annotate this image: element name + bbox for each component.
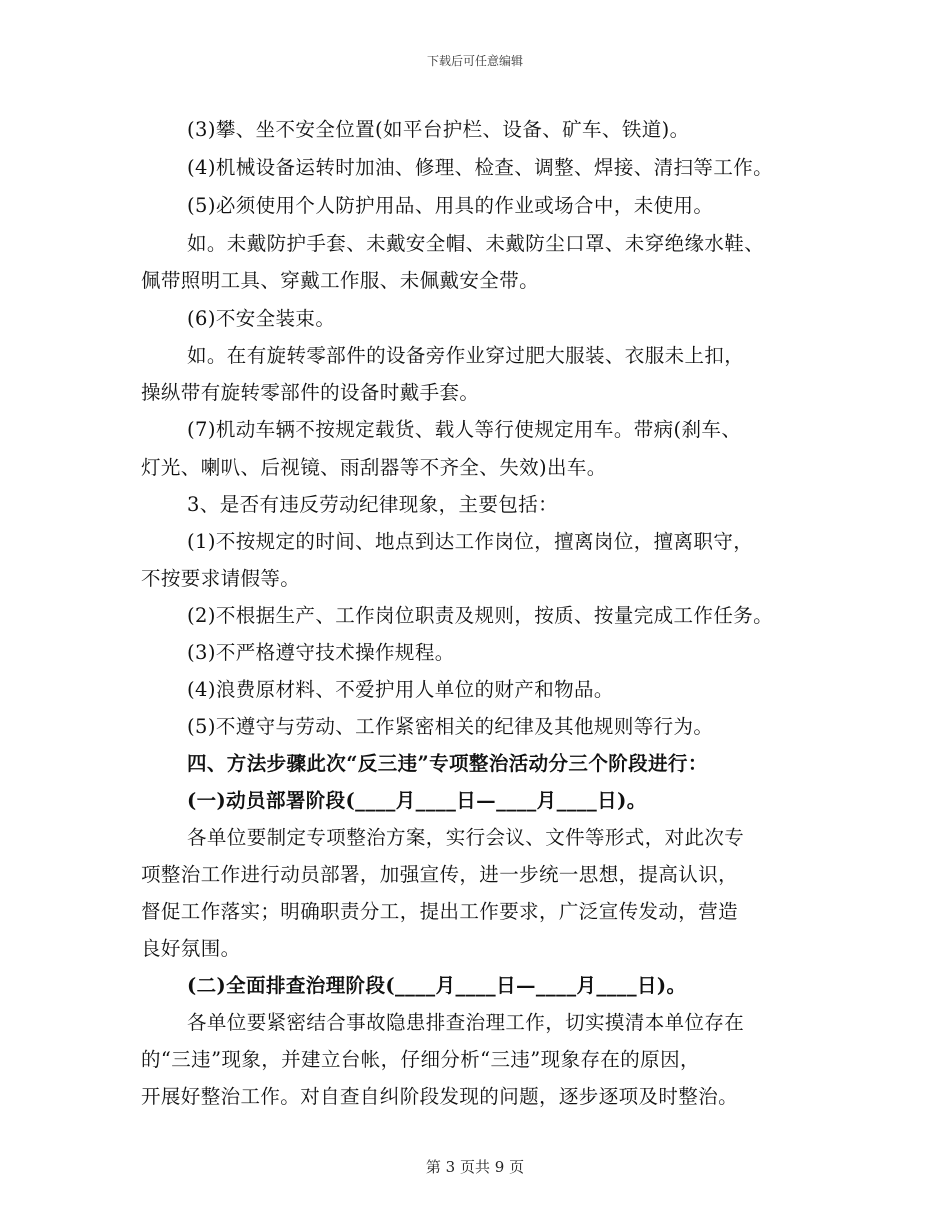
text-line: (3)不严格遵守技术操作规程。 (187, 641, 455, 664)
text-line: (3)攀、坐不安全位置(如平台护栏、设备、矿车、铁道)。 (187, 118, 690, 141)
text-line: 督促工作落实；明确职责分工，提出工作要求，广泛宣传发动，营造 (141, 900, 739, 923)
text-line: 不按要求请假等。 (141, 567, 301, 590)
page-header: 下载后可任意编辑 (426, 54, 523, 68)
text-line: (7)机动车辆不按规定载货、载人等行使规定用车。带病(刹车、 (187, 418, 742, 441)
text-line: 开展好整治工作。对自查自纠阶段发现的问题，逐步逐项及时整治。 (141, 1085, 739, 1108)
text-line: (5)不遵守与劳动、工作紧密相关的纪律及其他规则等行为。 (187, 715, 714, 738)
text-line: (4)机械设备运转时加油、修理、检查、调整、焊接、清扫等工作。 (187, 156, 774, 179)
text-line: 灯光、喇叭、后视镜、雨刮器等不齐全、失效)出车。 (141, 456, 607, 479)
text-line: 如。未戴防护手套、未戴安全帽、未戴防尘口罩、未穿绝缘水鞋、 (187, 232, 765, 255)
section-heading: 四、方法步骤此次“反三违”专项整治活动分三个阶段进行： (187, 752, 708, 775)
text-line: 佩带照明工具、穿戴工作服、未佩戴安全带。 (141, 269, 540, 292)
subsection-heading: (一)动员部署阶段(____月____日—____月____日)。 (187, 789, 647, 812)
text-line: 的“三违”现象，并建立台帐，仔细分析“三违”现象存在的原因， (141, 1048, 700, 1071)
text-line: 如。在有旋转零部件的设备旁作业穿过肥大服装、衣服未上扣， (187, 344, 745, 367)
text-line: (1)不按规定的时间、地点到达工作岗位，擅离岗位，擅离职守， (187, 530, 754, 553)
text-line: (5)必须使用个人防护用品、用具的作业或场合中，未使用。 (187, 194, 714, 217)
text-line: (2)不根据生产、工作岗位职责及规则，按质、按量完成工作任务。 (187, 604, 774, 627)
page-footer: 第 3 页共 9 页 (425, 1158, 525, 1176)
text-line: 3、是否有违反劳动纪律现象，主要包括： (187, 493, 559, 516)
text-line: (6)不安全装束。 (187, 307, 336, 330)
text-line: 良好氛围。 (141, 937, 241, 960)
text-line: 各单位要制定专项整治方案，实行会议、文件等形式，对此次专 (187, 826, 745, 849)
subsection-heading: (二)全面排查治理阶段(____月____日—____月____日)。 (187, 974, 687, 997)
text-line: 操纵带有旋转零部件的设备时戴手套。 (141, 381, 480, 404)
text-line: 各单位要紧密结合事故隐患排查治理工作，切实摸清本单位存在 (187, 1011, 745, 1034)
text-line: (4)浪费原材料、不爱护用人单位的财产和物品。 (187, 678, 614, 701)
text-line: 项整治工作进行动员部署，加强宣传，进一步统一思想，提高认识， (141, 863, 739, 886)
